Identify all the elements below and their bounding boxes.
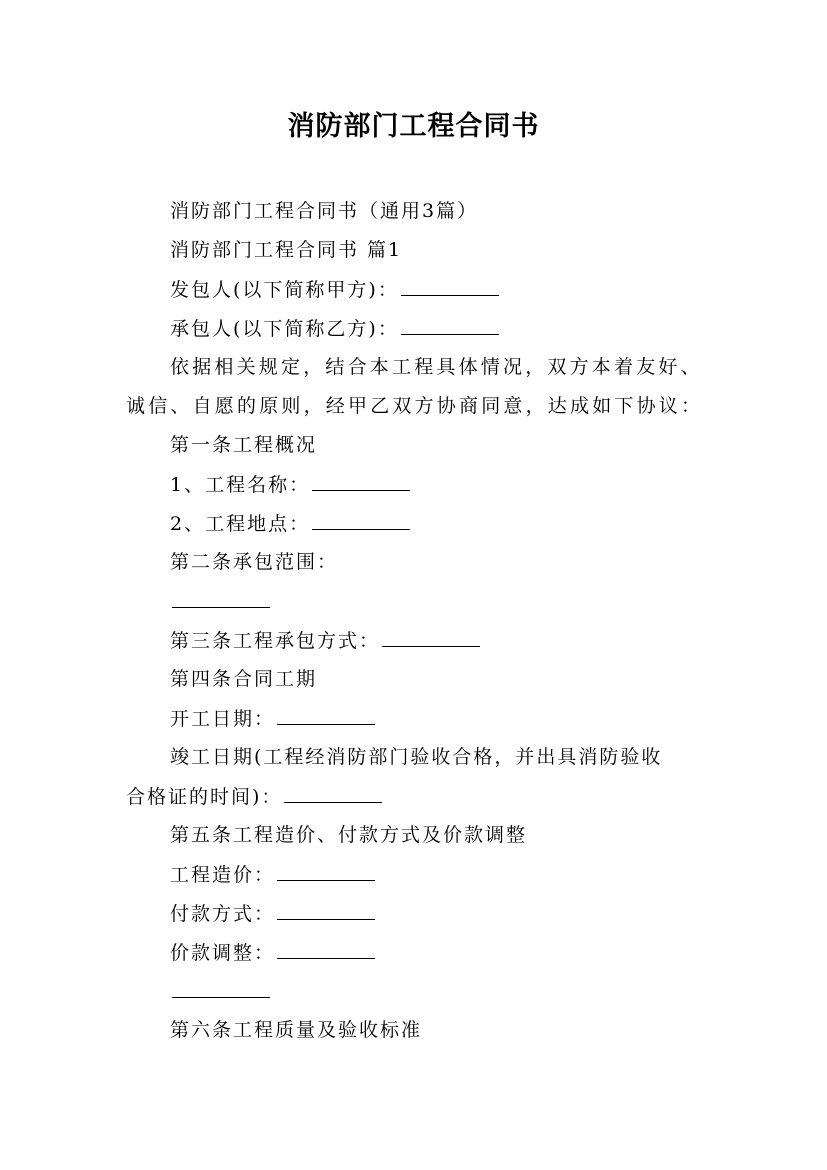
fill-blank: [172, 607, 270, 608]
article-heading: 第五条工程造价、付款方式及价款调整: [170, 824, 528, 846]
subtitle-line: 消防部门工程合同书（通用3篇）: [170, 200, 479, 222]
fill-blank: [277, 706, 375, 725]
fill-blank: [312, 472, 410, 491]
paragraph-line: 依据相关规定，结合本工程具体情况，双方本着友好、: [170, 356, 703, 378]
project-name-line: 1、工程名称：: [170, 472, 410, 497]
section-heading: 消防部门工程合同书 篇1: [170, 239, 403, 261]
article-heading: 第一条工程概况: [170, 434, 318, 456]
fill-blank: [172, 997, 270, 998]
fill-blank: [401, 277, 499, 296]
document-title: 消防部门工程合同书: [287, 111, 540, 142]
fill-blank: [382, 628, 480, 647]
fill-blank: [401, 316, 499, 335]
article-heading: 第六条工程质量及验收标准: [170, 1019, 423, 1041]
fill-blank: [312, 511, 410, 530]
price-line: 工程造价：: [170, 862, 375, 887]
employer-line: 发包人(以下简称甲方)：: [170, 277, 499, 302]
fill-blank: [284, 784, 382, 803]
completion-date-line: 合格证的时间)：: [126, 784, 382, 809]
fill-blank: [277, 940, 375, 959]
completion-date-line: 竣工日期(工程经消防部门验收合格，并出具消防验收: [170, 746, 663, 768]
price-adjustment-line: 价款调整：: [170, 940, 375, 965]
contract-method-line: 第三条工程承包方式：: [170, 628, 480, 653]
article-heading: 第四条合同工期: [170, 668, 318, 690]
fill-blank: [277, 901, 375, 920]
fill-blank: [277, 862, 375, 881]
project-location-line: 2、工程地点：: [170, 511, 410, 536]
contractor-line: 承包人(以下简称乙方)：: [170, 316, 499, 341]
payment-line: 付款方式：: [170, 901, 375, 926]
article-heading: 第二条承包范围：: [170, 551, 339, 573]
start-date-line: 开工日期：: [170, 706, 375, 731]
paragraph-line: 诚信、自愿的原则，经甲乙双方协商同意，达成如下协议：: [126, 395, 704, 417]
